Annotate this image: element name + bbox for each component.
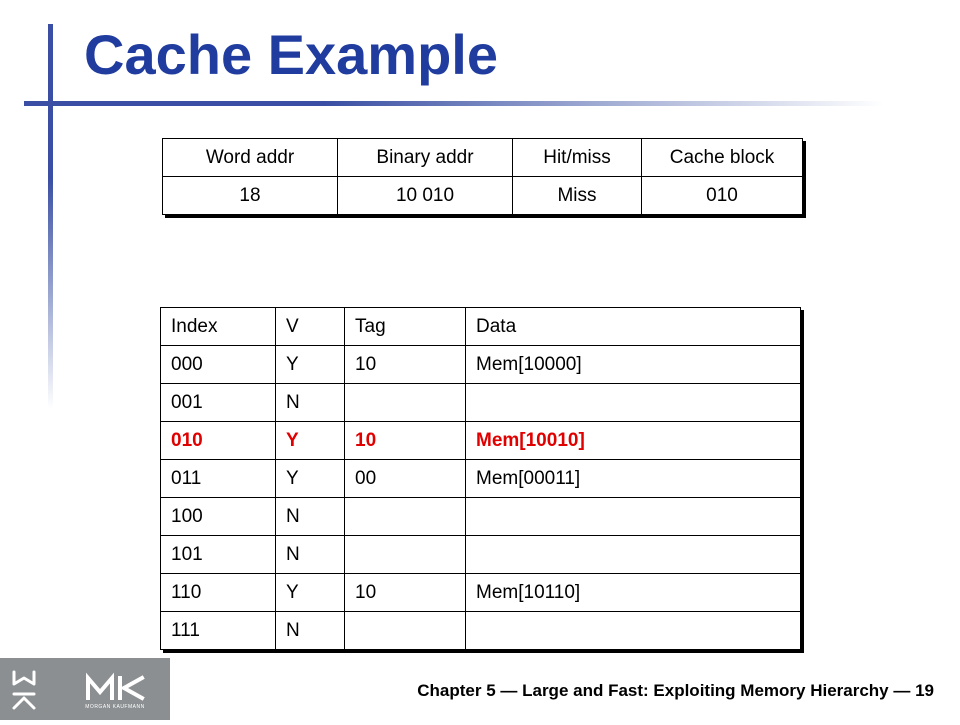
table-row [161, 384, 801, 422]
table-cell [345, 612, 466, 650]
cache-table-header-row [161, 308, 801, 346]
access-table-row [163, 177, 803, 215]
table-cell: Mem[10000] [466, 346, 801, 384]
table-cell: 10 [345, 574, 466, 612]
table-cell: N [276, 384, 345, 422]
table-cell: Mem[10110] [466, 574, 801, 612]
header-cell: Binary addr [338, 139, 513, 177]
horizontal-accent-bar [24, 101, 884, 106]
table-cell: Miss [513, 177, 642, 215]
table-cell [466, 384, 801, 422]
table-cell: Y [276, 346, 345, 384]
table-row-highlighted [161, 422, 801, 460]
vertical-accent-bar [48, 24, 53, 409]
table-cell: 00 [345, 460, 466, 498]
header-cell: Hit/miss [513, 139, 642, 177]
table-cell: 10 [345, 422, 466, 460]
table-cell: 10 010 [338, 177, 513, 215]
header-cell: Cache block [642, 139, 803, 177]
access-table [162, 138, 803, 215]
table-cell [345, 498, 466, 536]
table-cell: 010 [161, 422, 276, 460]
table-cell [466, 536, 801, 574]
table-cell: Mem[00011] [466, 460, 801, 498]
table-cell: 001 [161, 384, 276, 422]
header-cell: Index [161, 308, 276, 346]
table-cell: N [276, 536, 345, 574]
table-row [161, 612, 801, 650]
table-cell: 100 [161, 498, 276, 536]
logo-wordmark: MORGAN KAUFMANN [85, 704, 145, 710]
table-row [161, 498, 801, 536]
table-cell [466, 612, 801, 650]
header-cell: V [276, 308, 345, 346]
slide-footer: Chapter 5 — Large and Fast: Exploiting Memory Hierarchy — 19 [417, 681, 934, 700]
publisher-logo [0, 658, 170, 720]
table-cell [466, 498, 801, 536]
table-cell [345, 384, 466, 422]
table-cell: 000 [161, 346, 276, 384]
header-cell: Word addr [163, 139, 338, 177]
header-cell: Data [466, 308, 801, 346]
table-cell: 010 [642, 177, 803, 215]
cache-table [160, 307, 801, 650]
table-cell: 011 [161, 460, 276, 498]
table-cell: N [276, 498, 345, 536]
access-table-header-row [163, 139, 803, 177]
table-cell: Y [276, 574, 345, 612]
table-cell [345, 536, 466, 574]
header-cell: Tag [345, 308, 466, 346]
table-cell: 10 [345, 346, 466, 384]
table-cell: 18 [163, 177, 338, 215]
table-cell: 111 [161, 612, 276, 650]
table-row [161, 536, 801, 574]
slide-title: Cache Example [84, 23, 498, 86]
table-cell: 101 [161, 536, 276, 574]
table-cell: Y [276, 422, 345, 460]
table-cell: Y [276, 460, 345, 498]
table-row [161, 574, 801, 612]
table-cell: Mem[10010] [466, 422, 801, 460]
table-row [161, 346, 801, 384]
table-row [161, 460, 801, 498]
table-cell: 110 [161, 574, 276, 612]
table-cell: N [276, 612, 345, 650]
mk-logo-icon [0, 658, 170, 720]
